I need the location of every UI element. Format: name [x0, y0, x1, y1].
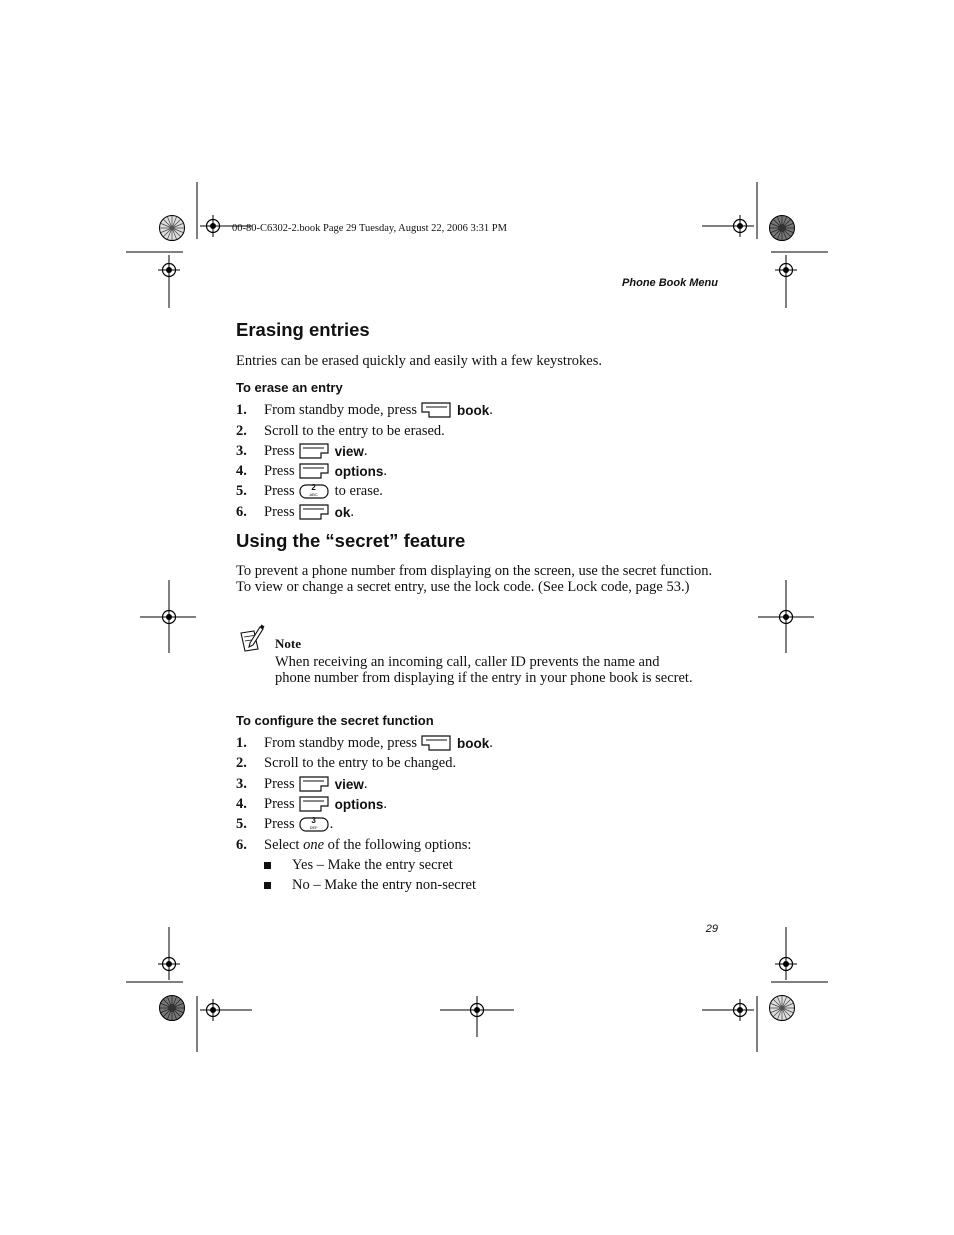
list-item — [264, 856, 453, 874]
step-end: . — [383, 795, 387, 812]
step-end: . — [363, 775, 368, 792]
color-target-icon — [770, 216, 795, 241]
option-text: Yes – Make the entry secret — [292, 856, 453, 873]
registration-mark-icon — [140, 580, 196, 653]
list-item — [236, 815, 333, 833]
number-key-icon — [299, 484, 329, 499]
step-number: 4. — [236, 462, 247, 479]
step-text: From standby mode, press — [264, 734, 418, 751]
list-item — [236, 836, 471, 854]
step-number: 6. — [236, 836, 247, 853]
option-text: No – Make the entry non-secret — [292, 876, 477, 893]
procedure-heading-secret: To configure the secret function — [236, 713, 434, 728]
step-text: of the following options: — [327, 836, 472, 853]
key-digit: 2 — [311, 482, 316, 492]
color-target-icon — [160, 216, 185, 241]
step-end: . — [489, 734, 493, 751]
section-heading-erasing: Erasing entries — [236, 319, 370, 340]
softkey-label: options — [334, 796, 384, 812]
step-number: 3. — [236, 775, 247, 792]
number-key-icon — [299, 817, 329, 832]
list-item — [236, 462, 387, 480]
step-text: Press — [264, 462, 295, 479]
key-digit: 3 — [311, 815, 316, 825]
left-softkey-icon — [421, 735, 451, 751]
softkey-label: options — [334, 463, 384, 479]
right-softkey-icon — [299, 796, 329, 812]
step-number: 2. — [236, 422, 247, 439]
list-item — [236, 775, 368, 793]
step-number: 5. — [236, 482, 247, 499]
step-after: to erase. — [334, 482, 383, 499]
registration-mark-icon — [702, 215, 754, 237]
note-pencil-icon — [238, 623, 266, 653]
list-item — [236, 503, 354, 521]
step-text: From standby mode, press — [264, 401, 418, 418]
step-end: . — [489, 401, 493, 418]
list-item — [236, 754, 456, 772]
section-intro-secret: To prevent a phone number from displaying on the screen, use the secret function. To view or change a secret entry, use the lock code. (See Lock code, page 53.) — [236, 563, 713, 595]
right-softkey-icon — [299, 443, 329, 459]
step-text: Press — [264, 503, 295, 520]
list-item — [236, 734, 493, 752]
procedure-heading-erase: To erase an entry — [236, 380, 343, 395]
step-number: 6. — [236, 503, 247, 520]
step-number: 1. — [236, 401, 247, 418]
step-number: 4. — [236, 795, 247, 812]
softkey-label: view — [334, 776, 364, 792]
step-text: Scroll to the entry to be changed. — [264, 754, 457, 771]
step-emphasis: one — [303, 836, 324, 853]
running-header: Phone Book Menu — [622, 277, 718, 289]
registration-mark-icon — [702, 999, 754, 1021]
step-text: Press — [264, 795, 295, 812]
list-item — [236, 482, 383, 500]
bullet-icon — [264, 882, 271, 889]
left-softkey-icon — [421, 402, 451, 418]
note-text: When receiving an incoming call, caller ID prevents the name and phone number from displaying if the entry in your phone book is secret. — [275, 654, 693, 686]
registration-mark-icon — [158, 927, 180, 980]
step-end: . — [383, 462, 387, 479]
key-letters: DEF — [309, 824, 318, 830]
color-target-icon — [770, 996, 795, 1021]
registration-mark-icon — [775, 255, 797, 308]
step-text: Press — [264, 815, 295, 832]
step-number: 1. — [236, 734, 247, 751]
list-item — [236, 422, 445, 440]
registration-mark-icon — [775, 927, 797, 980]
color-target-icon — [160, 996, 185, 1021]
section-intro-erasing: Entries can be erased quickly and easily with a few keystrokes. — [236, 353, 602, 369]
bullet-icon — [264, 862, 271, 869]
step-text: Select — [264, 836, 300, 853]
step-text: Press — [264, 775, 295, 792]
list-item — [236, 442, 368, 460]
registration-mark-icon — [200, 999, 252, 1021]
list-item — [236, 795, 387, 813]
softkey-label: view — [334, 443, 364, 459]
step-text: Press — [264, 482, 295, 499]
softkey-label: ok — [334, 504, 351, 520]
note-label: Note — [275, 636, 301, 651]
step-number: 5. — [236, 815, 247, 832]
registration-mark-icon — [158, 255, 180, 308]
step-number: 3. — [236, 442, 247, 459]
key-letters: ABC — [309, 491, 318, 497]
section-heading-secret: Using the “secret” feature — [236, 530, 466, 551]
page-number: 29 — [705, 923, 718, 935]
registration-mark-icon — [758, 580, 814, 653]
list-item — [264, 876, 476, 894]
file-header: 00-80-C6302-2.book Page 29 Tuesday, August 22, 2006 3:31 PM — [232, 223, 507, 234]
softkey-label: book — [457, 735, 490, 751]
softkey-label: book — [457, 402, 490, 418]
step-end: . — [350, 503, 355, 520]
step-text: Press — [264, 442, 295, 459]
right-softkey-icon — [299, 463, 329, 479]
step-text: Scroll to the entry to be erased. — [264, 422, 445, 439]
step-end: . — [363, 442, 368, 459]
registration-mark-icon — [440, 996, 514, 1037]
list-item — [236, 401, 493, 419]
step-number: 2. — [236, 754, 247, 771]
step-end: . — [329, 815, 334, 832]
right-softkey-icon — [299, 776, 329, 792]
right-softkey-icon — [299, 504, 329, 520]
